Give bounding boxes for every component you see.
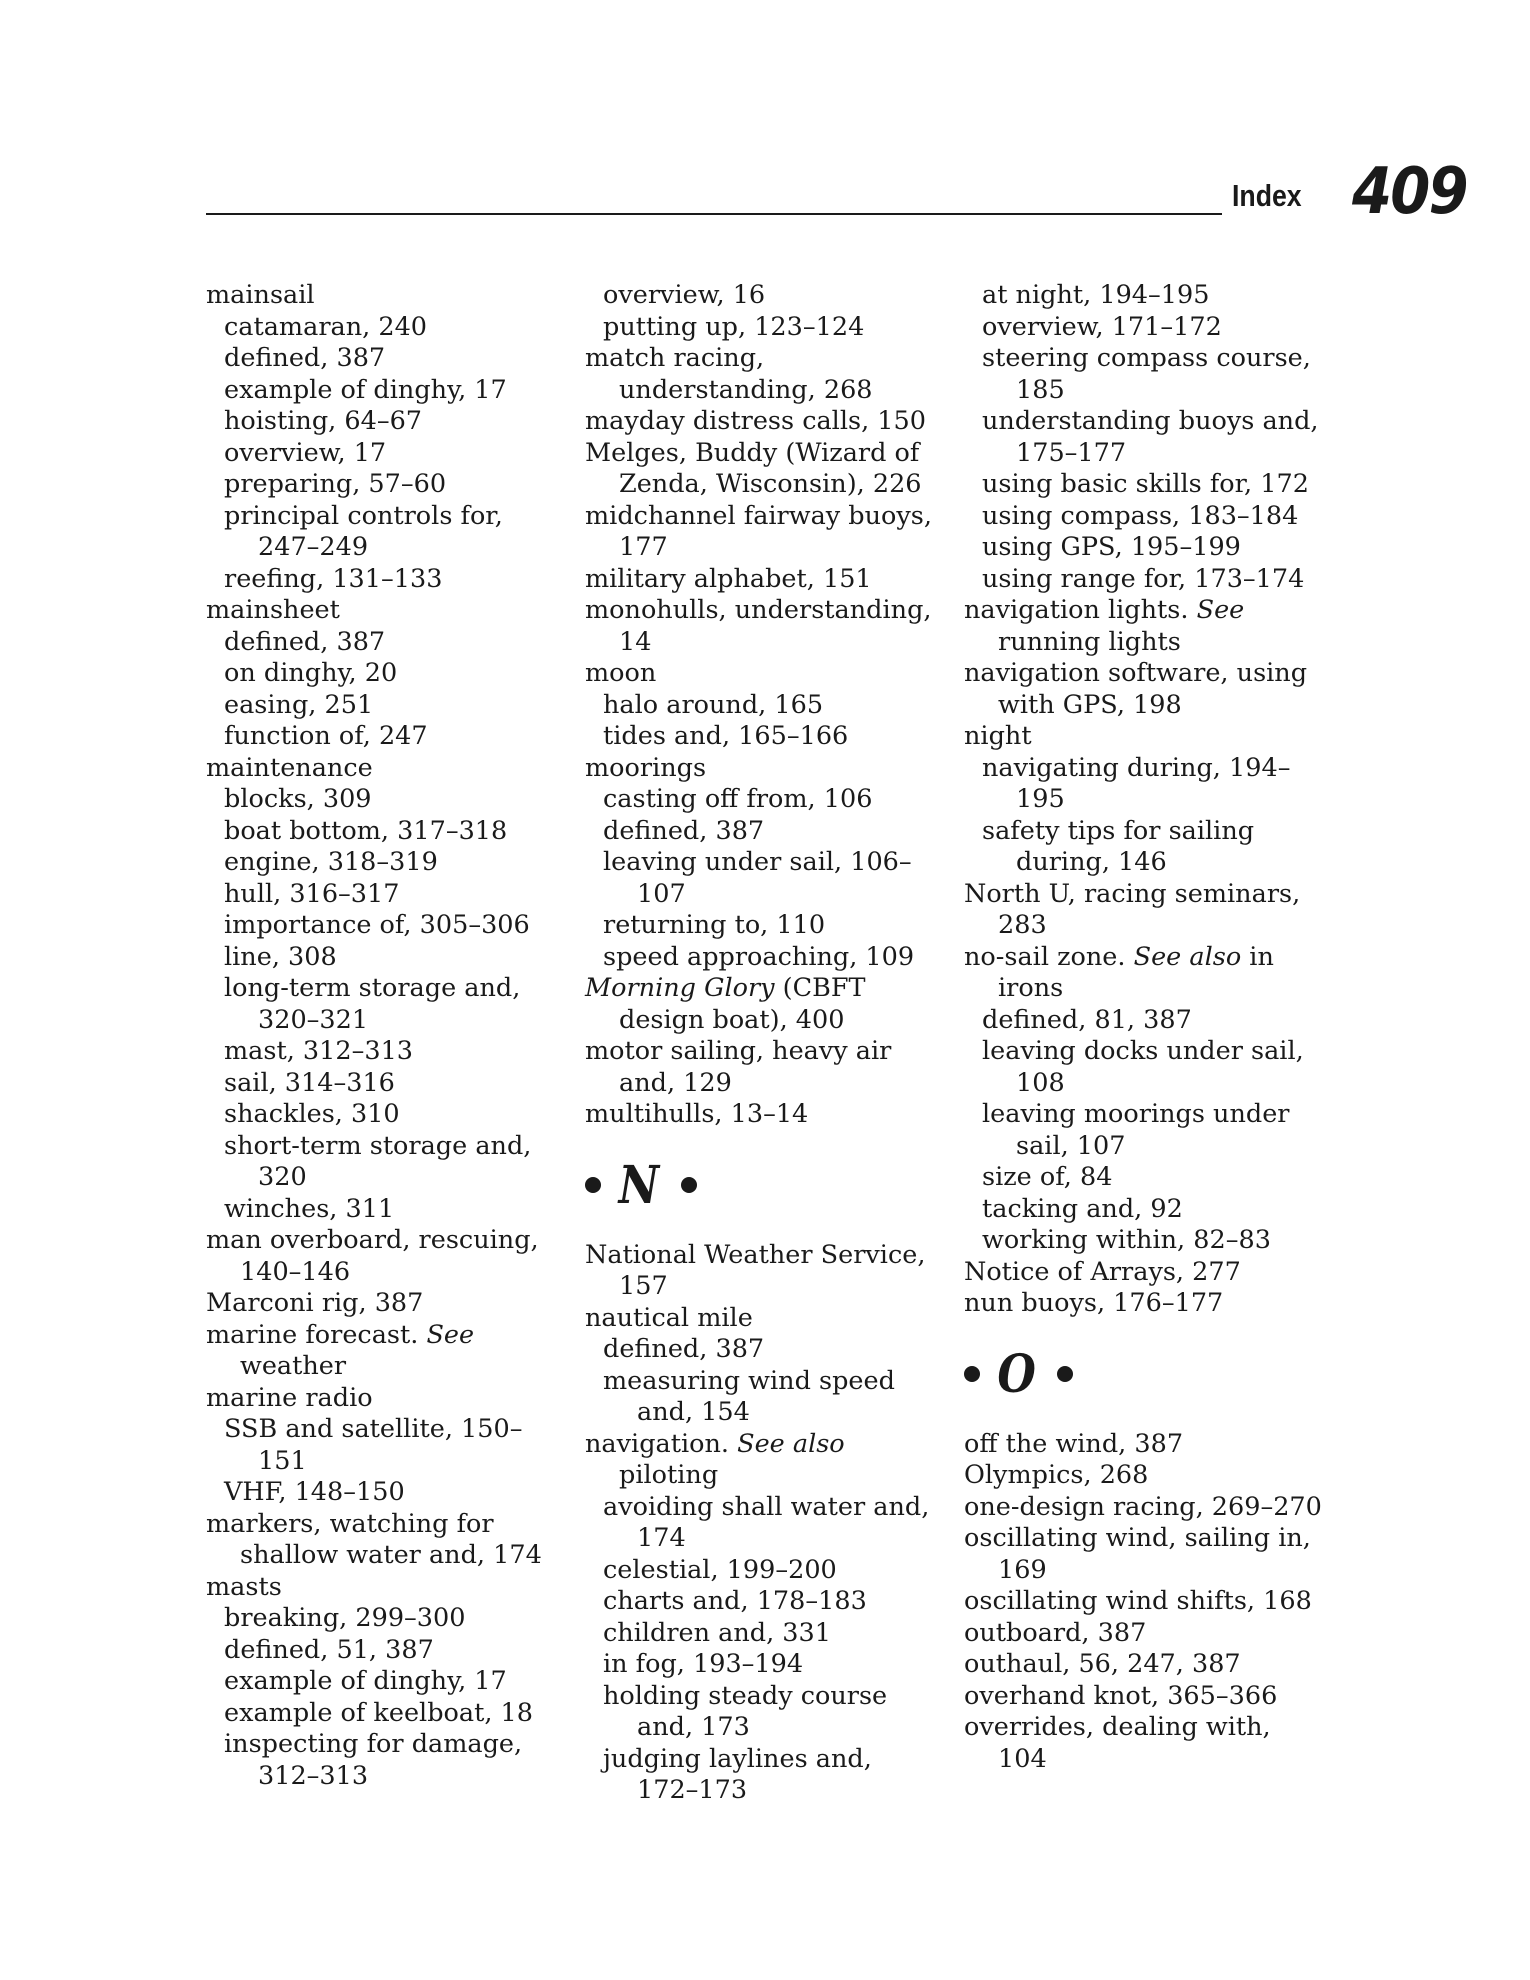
entry-text: at night, 194–195 (982, 280, 1210, 310)
entry-text: defined, 387 (603, 1334, 765, 1364)
entry-text: putting up, 123–124 (603, 311, 865, 342)
index-entry (964, 1586, 1324, 1618)
entry-text: navigation lights. (964, 595, 1197, 625)
index-subentry (206, 1068, 556, 1100)
bullet-icon (1057, 1366, 1073, 1382)
entry-text: easing, 251 (224, 689, 374, 720)
index-entry (964, 1618, 1324, 1650)
index-subentry (206, 375, 556, 407)
entry-text: shackles, 310 (224, 1099, 400, 1129)
index-entry (206, 753, 556, 785)
entry-text: outboard, 387 (964, 1617, 1147, 1648)
cross-reference: See (426, 1319, 475, 1350)
index-subentry (206, 847, 556, 879)
entry-text: overrides, dealing with, 104 (964, 1712, 1271, 1774)
index-subentry (964, 469, 1324, 501)
entry-text: marine forecast. (206, 1319, 427, 1350)
entry-text: moon (585, 658, 657, 688)
index-entry (964, 942, 1324, 1005)
index-subentry (585, 784, 940, 816)
entry-text: short-term storage and, 320 (224, 1130, 532, 1192)
index-column-1 (206, 280, 556, 1792)
entry-text: VHF, 148–150 (224, 1477, 405, 1507)
index-subentry (206, 910, 556, 942)
index-entry (585, 1303, 940, 1335)
index-subentry (964, 564, 1324, 596)
index-entry (585, 1036, 940, 1099)
index-subentry (964, 816, 1324, 879)
index-subentry (206, 1666, 556, 1698)
entry-text: sail, 314–316 (224, 1067, 395, 1098)
index-subentry (585, 1649, 940, 1681)
entry-text: returning to, 110 (603, 910, 826, 940)
entry-text: hoisting, 64–67 (224, 406, 423, 436)
entry-text: tides and, 165–166 (603, 721, 849, 751)
index-subentry (964, 1162, 1324, 1194)
entry-text: principal controls for, 247–249 (224, 500, 503, 562)
page-number: 409 (1352, 155, 1467, 229)
entry-text: defined, 81, 387 (982, 1004, 1192, 1035)
entry-text-tail: in irons (998, 941, 1274, 1003)
index-entry (964, 879, 1324, 942)
header-rule (206, 213, 1222, 215)
entry-text: no-sail zone. (964, 941, 1134, 972)
entry-text: military alphabet, 151 (585, 563, 872, 594)
entry-text: SSB and satellite, 150–151 (224, 1414, 523, 1476)
index-subentry (206, 816, 556, 848)
entry-text: defined, 387 (224, 343, 386, 373)
entry-text: avoiding shall water and, 174 (603, 1491, 930, 1553)
cross-reference: See (1196, 595, 1245, 625)
entry-text-tail: running lights (998, 626, 1181, 657)
index-subentry (206, 879, 556, 911)
index-entry (585, 658, 940, 690)
index-subentry (585, 847, 940, 910)
section-heading (585, 1131, 940, 1240)
index-subentry (585, 280, 940, 312)
entry-text: outhaul, 56, 247, 387 (964, 1649, 1241, 1679)
entry-text: defined, 387 (603, 815, 765, 846)
entry-text: moorings (585, 752, 707, 783)
entry-text: overhand knot, 365–366 (964, 1680, 1278, 1711)
index-subentry (585, 910, 940, 942)
entry-text: tacking and, 92 (982, 1193, 1183, 1224)
index-subentry (964, 532, 1324, 564)
entry-text: maintenance (206, 752, 373, 783)
entry-text: using GPS, 195–199 (982, 532, 1241, 562)
entry-text: nautical mile (585, 1302, 753, 1333)
index-subentry (585, 1334, 940, 1366)
entry-text: importance of, 305–306 (224, 910, 530, 940)
index-entry (585, 595, 940, 658)
entry-text: steering compass course, 185 (982, 343, 1311, 405)
index-entry (585, 564, 940, 596)
entry-text: man overboard, rescuing, 140–146 (206, 1225, 539, 1287)
index-subentry (964, 1225, 1324, 1257)
index-subentry (585, 1744, 940, 1807)
entry-text: Olympics, 268 (964, 1460, 1149, 1490)
index-entry (964, 1712, 1324, 1775)
index-subentry (585, 1681, 940, 1744)
index-entry (206, 1288, 556, 1320)
entry-text: motor sailing, heavy air and, 129 (585, 1036, 892, 1098)
index-subentry (964, 501, 1324, 533)
index-subentry (206, 942, 556, 974)
index-entry (964, 658, 1324, 721)
entry-text: night (964, 721, 1032, 751)
index-subentry (206, 721, 556, 753)
entry-text: off the wind, 387 (964, 1428, 1184, 1459)
index-entry (585, 406, 940, 438)
entry-text: holding steady course and, 173 (603, 1680, 888, 1742)
index-subentry (206, 501, 556, 564)
entry-text: navigating during, 194–195 (982, 752, 1291, 814)
entry-text: marine radio (206, 1382, 373, 1413)
entry-text: size of, 84 (982, 1162, 1113, 1192)
bullet-icon (585, 1177, 601, 1193)
index-subentry (964, 406, 1324, 469)
entry-text: celestial, 199–200 (603, 1554, 837, 1585)
entry-text: Marconi rig, 387 (206, 1288, 424, 1318)
index-entry (206, 280, 556, 312)
entry-text: judging laylines and, 172–173 (603, 1743, 872, 1805)
index-subentry (585, 690, 940, 722)
index-subentry (206, 1099, 556, 1131)
index-entry (206, 1320, 556, 1383)
index-subentry (206, 1131, 556, 1194)
entry-text: boat bottom, 317–318 (224, 815, 508, 846)
entry-text: blocks, 309 (224, 784, 372, 814)
index-subentry (585, 1618, 940, 1650)
entry-text: example of dinghy, 17 (224, 1666, 507, 1696)
entry-text: on dinghy, 20 (224, 658, 398, 688)
entry-text: oscillating wind, sailing in, 169 (964, 1523, 1311, 1585)
entry-text: breaking, 299–300 (224, 1603, 466, 1633)
index-entry (964, 1681, 1324, 1713)
index-subentry (206, 438, 556, 470)
entry-text: leaving under sail, 106–107 (603, 847, 912, 909)
entry-text: function of, 247 (224, 721, 428, 751)
entry-text: understanding buoys and, 175–177 (982, 406, 1319, 468)
italic-title: Morning Glory (585, 973, 775, 1003)
index-column-3 (964, 280, 1324, 1775)
index-entry (964, 1649, 1324, 1681)
index-subentry (585, 1366, 940, 1429)
entry-text: example of dinghy, 17 (224, 374, 507, 405)
index-subentry (206, 1036, 556, 1068)
index-subentry (206, 469, 556, 501)
index-subentry (964, 1194, 1324, 1226)
entry-text: overview, 17 (224, 437, 387, 468)
entry-text: charts and, 178–183 (603, 1586, 867, 1616)
index-entry (585, 343, 940, 406)
section-heading (964, 1320, 1324, 1429)
index-subentry (585, 1586, 940, 1618)
index-subentry (206, 1414, 556, 1477)
index-entry (585, 501, 940, 564)
index-entry (964, 1429, 1324, 1461)
index-subentry (964, 280, 1324, 312)
entry-text: halo around, 165 (603, 689, 824, 720)
entry-text: winches, 311 (224, 1193, 395, 1224)
entry-text: mainsail (206, 280, 315, 310)
entry-text: match racing, understanding, 268 (585, 343, 873, 405)
index-column-2 (585, 280, 940, 1807)
entry-text: long-term storage and, 320–321 (224, 973, 521, 1035)
entry-text: using basic skills for, 172 (982, 469, 1309, 499)
index-entry (585, 1099, 940, 1131)
entry-text: one-design racing, 269–270 (964, 1491, 1322, 1522)
index-entry (964, 1257, 1324, 1289)
index-subentry (206, 1603, 556, 1635)
entry-text: hull, 316–317 (224, 878, 400, 909)
entry-text: National Weather Service, 157 (585, 1239, 926, 1301)
index-subentry (964, 1099, 1324, 1162)
index-subentry (964, 343, 1324, 406)
index-subentry (206, 343, 556, 375)
index-subentry (964, 753, 1324, 816)
index-subentry (585, 1555, 940, 1587)
section-letter: N (618, 1154, 659, 1216)
index-subentry (585, 1492, 940, 1555)
index-subentry (206, 1698, 556, 1730)
index-entry (585, 973, 940, 1036)
index-entry (964, 721, 1324, 753)
index-subentry (206, 1729, 556, 1792)
index-subentry (206, 406, 556, 438)
entry-text: monohulls, understanding, 14 (585, 595, 932, 657)
entry-text: overview, 16 (603, 280, 766, 310)
entry-text: measuring wind speed and, 154 (603, 1365, 895, 1427)
entry-text: leaving moorings under sail, 107 (982, 1099, 1290, 1161)
index-subentry (206, 1635, 556, 1667)
index-subentry (206, 784, 556, 816)
index-entry (206, 1509, 556, 1572)
entry-text: using compass, 183–184 (982, 500, 1299, 531)
index-subentry (206, 690, 556, 722)
entry-text: casting off from, 106 (603, 784, 873, 814)
entry-text-tail: piloting (619, 1460, 719, 1490)
index-subentry (585, 942, 940, 974)
entry-text: multihulls, 13–14 (585, 1099, 809, 1129)
index-subentry (585, 312, 940, 344)
index-subentry (585, 816, 940, 848)
index-subentry (585, 721, 940, 753)
entry-text: leaving docks under sail, 108 (982, 1036, 1304, 1098)
entry-text: mast, 312–313 (224, 1036, 414, 1066)
entry-text: speed approaching, 109 (603, 941, 915, 972)
entry-text: markers, watching for shallow water and, 174 (206, 1508, 542, 1570)
entry-text: Notice of Arrays, 277 (964, 1256, 1241, 1287)
entry-text: oscillating wind shifts, 168 (964, 1586, 1312, 1616)
index-entry (585, 1240, 940, 1303)
entry-text: example of keelboat, 18 (224, 1697, 534, 1728)
entry-text: mainsheet (206, 595, 340, 625)
index-entry (964, 1523, 1324, 1586)
index-entry (206, 595, 556, 627)
index-entry (964, 1460, 1324, 1492)
entry-text: defined, 387 (224, 626, 386, 657)
entry-text: working within, 82–83 (982, 1225, 1271, 1255)
entry-text: using range for, 173–174 (982, 563, 1305, 594)
index-entry (206, 1383, 556, 1415)
entry-text: (CBFT design boat), 400 (619, 973, 866, 1035)
entry-text: in fog, 193–194 (603, 1649, 804, 1679)
entry-text: mayday distress calls, 150 (585, 406, 926, 436)
entry-text: preparing, 57–60 (224, 469, 447, 499)
bullet-icon (964, 1366, 980, 1382)
section-letter: O (997, 1343, 1036, 1405)
entry-text-tail: weather (240, 1351, 347, 1381)
entry-text: midchannel fairway buoys, 177 (585, 500, 932, 562)
index-entry (585, 438, 940, 501)
index-entry (585, 753, 940, 785)
index-subentry (964, 312, 1324, 344)
entry-text: line, 308 (224, 941, 337, 972)
running-head: Index (1232, 178, 1302, 213)
index-subentry (964, 1005, 1324, 1037)
entry-text: children and, 331 (603, 1617, 831, 1648)
cross-reference: See also (737, 1428, 845, 1459)
index-subentry (206, 312, 556, 344)
entry-text: reefing, 131–133 (224, 563, 443, 594)
index-entry (964, 1492, 1324, 1524)
index-subentry (206, 1477, 556, 1509)
index-entry (585, 1429, 940, 1492)
entry-text: safety tips for sailing during, 146 (982, 815, 1255, 877)
index-subentry (964, 1036, 1324, 1099)
entry-text: masts (206, 1571, 282, 1602)
entry-text: North U, racing seminars, 283 (964, 878, 1301, 940)
entry-text: Melges, Buddy (Wizard of Zenda, Wisconsin), 226 (585, 437, 922, 499)
index-entry (206, 1225, 556, 1288)
entry-text: catamaran, 240 (224, 311, 428, 342)
index-subentry (206, 973, 556, 1036)
cross-reference: See also (1133, 941, 1242, 972)
entry-text: inspecting for damage, 312–313 (224, 1729, 523, 1791)
entry-text: nun buoys, 176–177 (964, 1288, 1224, 1318)
index-subentry (206, 564, 556, 596)
entry-text: engine, 318–319 (224, 847, 438, 877)
index-entry (964, 595, 1324, 658)
index-entry (964, 1288, 1324, 1320)
entry-text: defined, 51, 387 (224, 1634, 434, 1665)
index-entry (206, 1572, 556, 1604)
entry-text: navigation. (585, 1428, 738, 1459)
bullet-icon (681, 1177, 697, 1193)
index-subentry (206, 1194, 556, 1226)
index-subentry (206, 627, 556, 659)
entry-text: navigation software, using with GPS, 198 (964, 658, 1308, 720)
entry-text: overview, 171–172 (982, 311, 1222, 342)
index-subentry (206, 658, 556, 690)
